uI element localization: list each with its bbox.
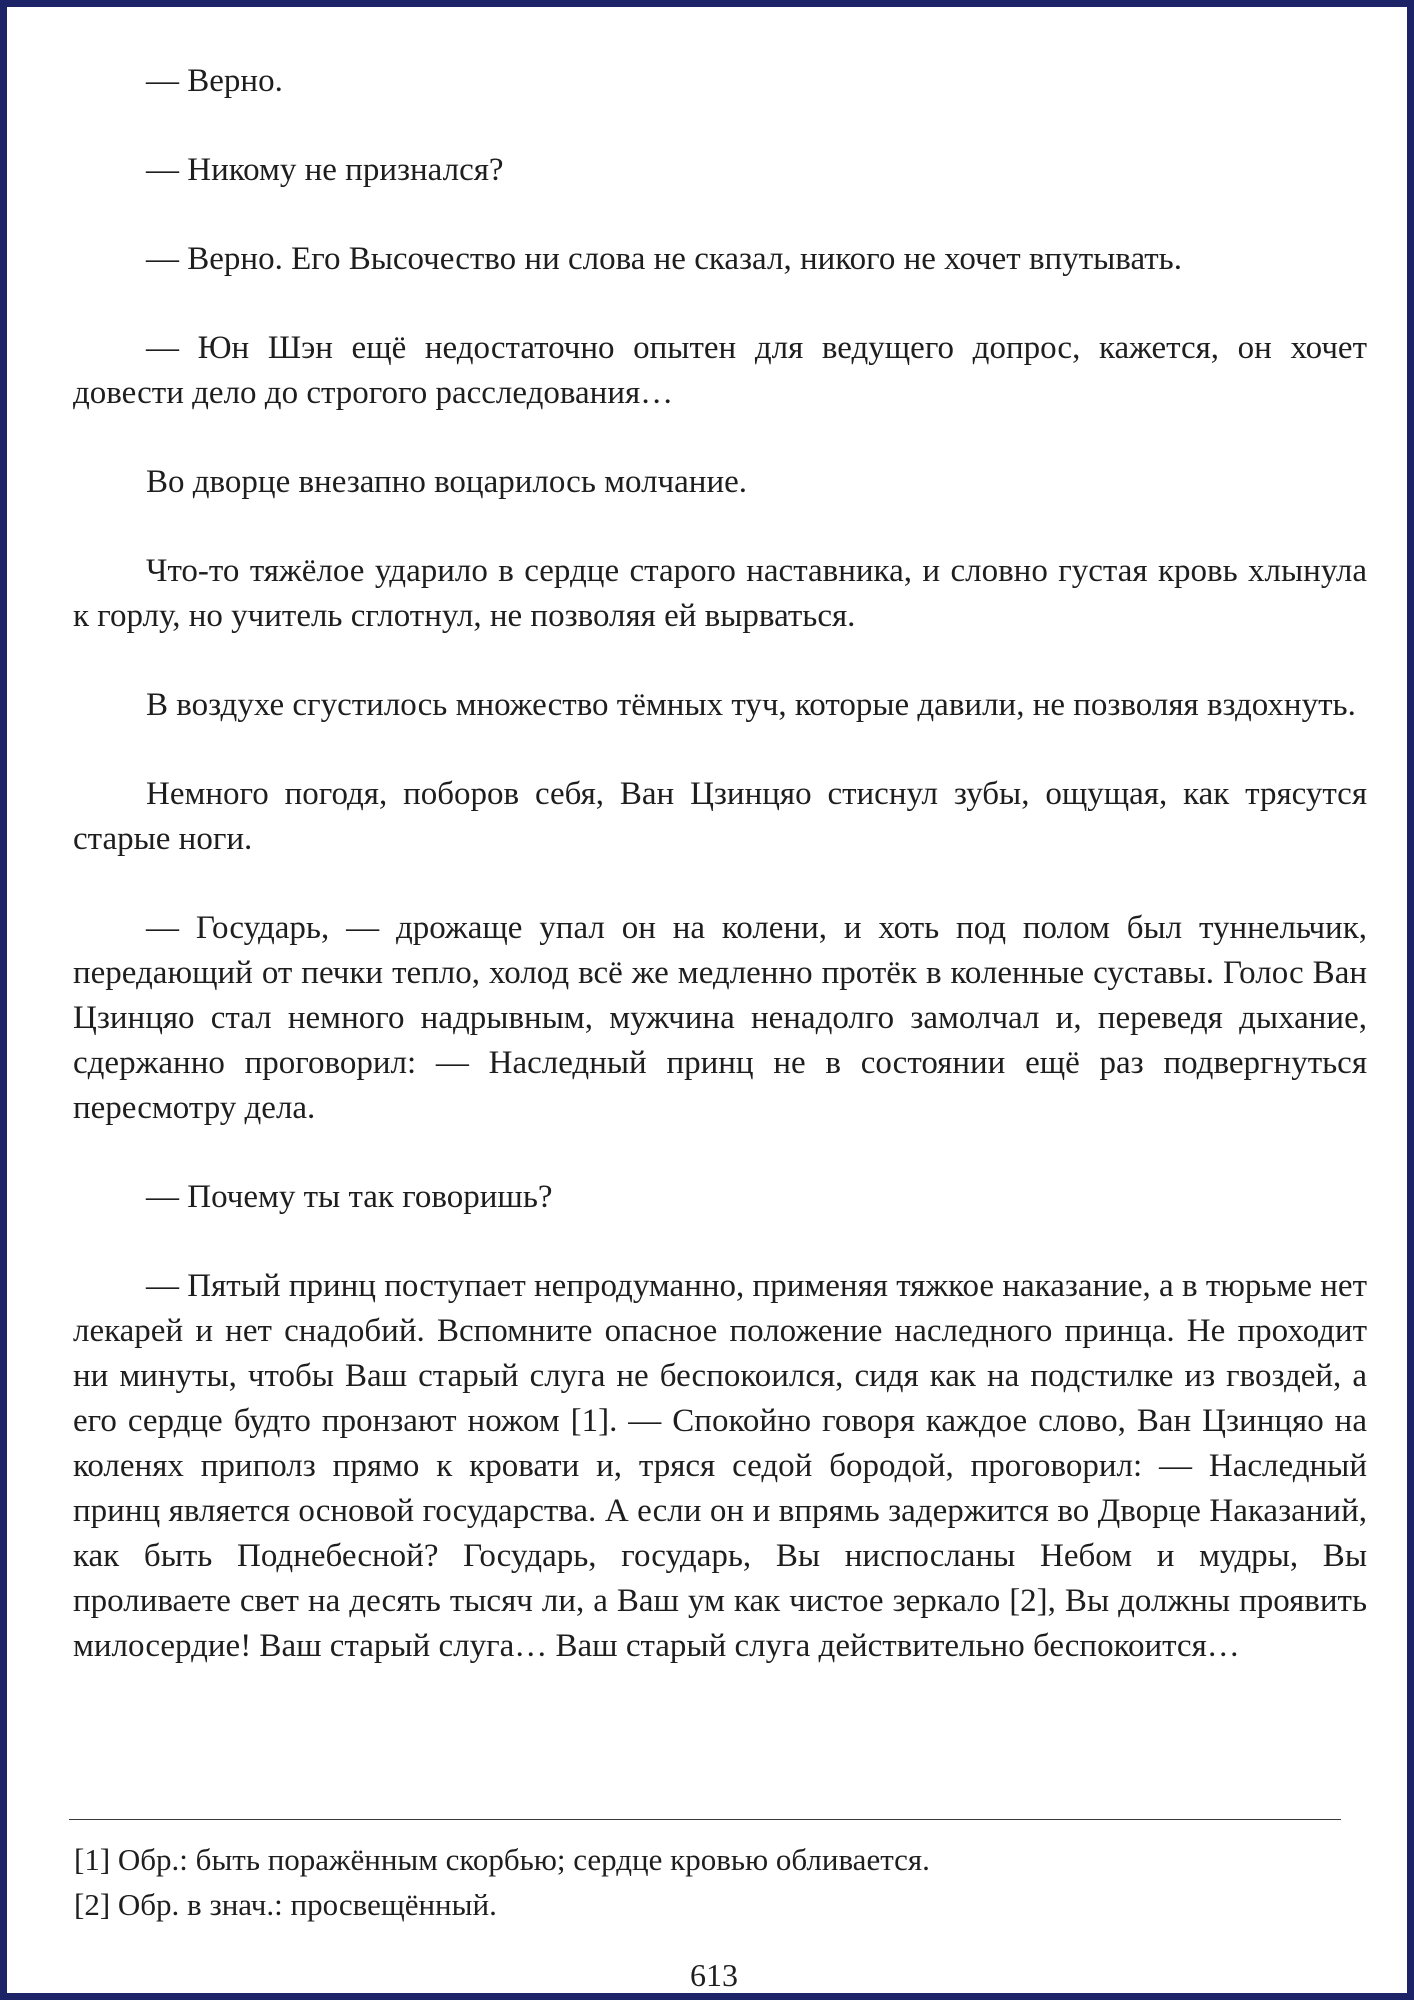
- paragraph: Во дворце внезапно воцарилось молчание.: [146, 464, 748, 500]
- footnote-divider: [69, 1819, 1341, 1820]
- paragraph: В воздухе сгустилось множество тёмных туч, которые давили, не позволяя вздохнуть.: [146, 687, 1356, 723]
- paragraph: — Верно. Его Высочество ни слова не сказал, никого не хочет впутывать.: [146, 241, 1182, 277]
- paragraph: Немного погодя, поборов себя, Ван Цзинцяо стиснул зубы, ощущая, как трясутся старые ноги.: [73, 776, 1367, 857]
- paragraph: — Верно.: [146, 63, 283, 99]
- paragraph: — Юн Шэн ещё недостаточно опытен для ведущего допрос, кажется, он хочет довести дело до строгого расследования…: [73, 330, 1367, 411]
- paragraph: — Никому не признался?: [146, 152, 504, 188]
- page-number: 613: [690, 1957, 738, 1993]
- paragraph: — Почему ты так говоришь?: [146, 1179, 553, 1215]
- paragraph: — Государь, — дрожаще упал он на колени, и хоть под полом был туннельчик, передающий от печки тепло, холод всё же медленно протёк в коленные суставы. Голос Ван Цзинцяо стал немного надрывным, мужчина ненадолго замолчал и, переведя дыхание, сдержанно проговорил: — Наследный принц не в состоянии ещё раз подвергнуться пересмотру дела.: [73, 910, 1367, 1126]
- footnote-1: [1] Обр.: быть поражённым скорбью; сердце кровью обливается.: [74, 1842, 930, 1877]
- body-text: [73, 59, 1367, 1669]
- footnote-2: [2] Обр. в знач.: просвещённый.: [74, 1887, 497, 1922]
- footnotes: [74, 1837, 1364, 1927]
- paragraph: — Пятый принц поступает непродуманно, применяя тяжкое наказание, а в тюрьме нет лекарей и нет снадобий. Вспомните опасное положение наследного принца. Не проходит ни минуты, чтобы Ваш старый слуга не беспокоился, сидя как на подстилке из гвоздей, а его сердце будто пронзают ножом [1]. — Спокойно говоря каждое слово, Ван Цзинцяо на коленях приполз прямо к кровати и, тряся седой бородой, проговорил: — Наследный принц является основой государства. А если он и впрямь задержится во Дворце Наказаний, как быть Поднебесной? Государь, государь, Вы ниспосланы Небом и мудры, Вы проливаете свет на десять тысяч ли, а Ваш ум как чистое зеркало [2], Вы должны проявить милосердие! Ваш старый слуга… Ваш старый слуга действительно беспокоится…: [73, 1268, 1367, 1664]
- paragraph: Что-то тяжёлое ударило в сердце старого наставника, и словно густая кровь хлынула к горлу, но учитель сглотнул, не позволяя ей вырваться.: [73, 553, 1367, 634]
